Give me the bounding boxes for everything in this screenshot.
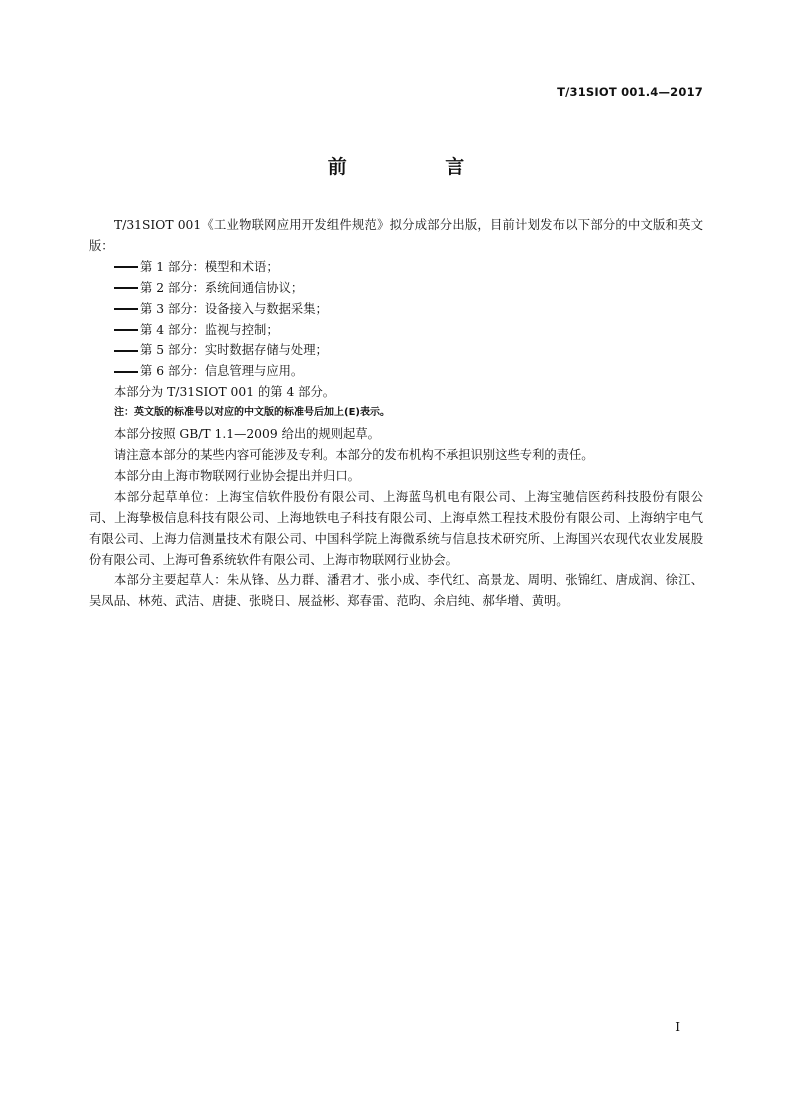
intro-paragraph: T/31SIOT 001《工业物联网应用开发组件规范》拟分成部分出版，目前计划发布以下部分的中文版和英文版： [89, 218, 703, 253]
this-part-paragraph: 本部分为 T/31SIOT 001 的第 4 部分。 [114, 385, 336, 400]
note: 注：英文版的标准号以对应的中文版的标准号后加上(E)表示。 [114, 407, 390, 419]
drafting-rules-paragraph: 本部分按照 GB/T 1.1—2009 给出的规则起草。 [114, 427, 380, 442]
dash-mark [114, 371, 138, 373]
part-label: 第 1 部分：模型和术语； [140, 259, 279, 274]
part-label: 第 4 部分：监视与控制； [140, 322, 279, 337]
patent-paragraph: 请注意本部分的某些内容可能涉及专利。本部分的发布机构不承担识别这些专利的责任。 [114, 447, 594, 462]
list-item [89, 299, 703, 320]
dash-mark [114, 350, 138, 352]
part-label: 第 5 部分：实时数据存储与处理； [140, 343, 328, 358]
dash-mark [114, 308, 138, 310]
list-item [89, 320, 703, 341]
page-number: I [675, 1020, 680, 1034]
part-label: 第 3 部分：设备接入与数据采集； [140, 301, 328, 316]
dash-mark [114, 266, 138, 268]
drafting-units-paragraph: 本部分起草单位：上海宝信软件股份有限公司、上海蓝鸟机电有限公司、上海宝驰信医药科技股份有限公司、上海挚极信息科技有限公司、上海地铁电子科技有限公司、上海卓然工程技术股份有限公司、上海纳宇电气有限公司、上海力信测量技术有限公司、中国科学院上海微系统与信息技术研究所、上海国兴农现代农业发展股份有限公司、上海可鲁系统软件有限公司、上海市物联网行业协会。 [89, 489, 703, 567]
list-item [89, 361, 703, 382]
proposer-paragraph: 本部分由上海市物联网行业协会提出并归口。 [114, 468, 360, 483]
drafters-paragraph: 本部分主要起草人：朱从锋、丛力群、潘君才、张小成、李代红、高景龙、周明、张锦红、唐成润、徐江、吴凤品、林苑、武洁、唐捷、张晓日、展益彬、郑春雷、范昀、余启纯、郝华增、黄明。 [89, 573, 703, 609]
page-title: 前 言 [327, 156, 511, 178]
part-label: 第 2 部分：系统间通信协议； [140, 280, 304, 295]
part-label: 第 6 部分：信息管理与应用。 [140, 364, 304, 379]
standard-code: T/31SIOT 001.4—2017 [557, 85, 703, 99]
dash-mark [114, 287, 138, 289]
foreword-body [89, 215, 703, 612]
dash-mark [114, 329, 138, 331]
list-item [89, 340, 703, 361]
list-item [89, 257, 703, 278]
list-item [89, 278, 703, 299]
